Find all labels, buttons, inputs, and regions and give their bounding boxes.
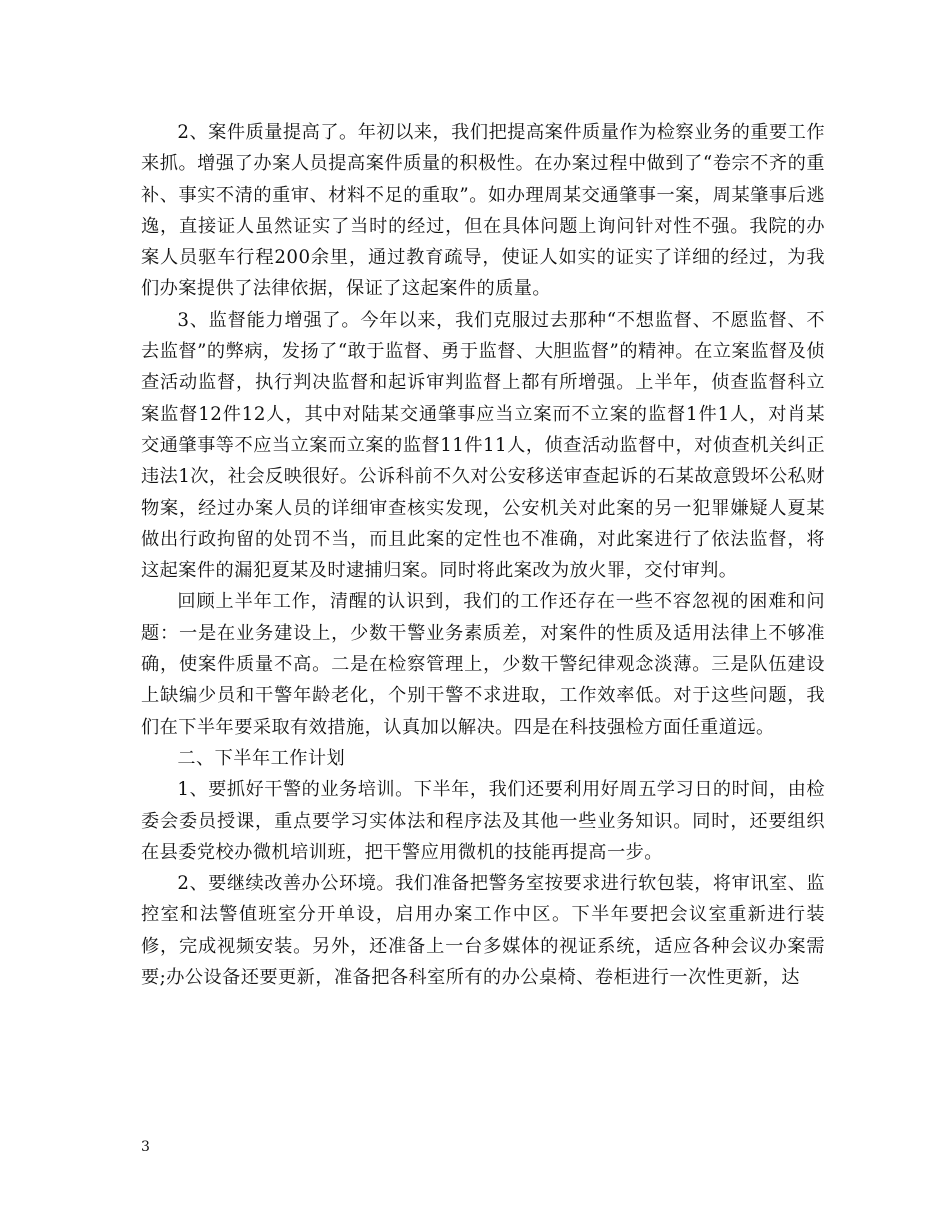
document-body — [141, 117, 825, 993]
paragraph-review-problems: 回顾上半年工作，清醒的认识到，我们的工作还存在一些不容忽视的困难和问题：一是在业务建设上，少数干警业务素质差，对案件的性质及适用法律上不够准确，使案件质量不高。二是在检察管理上，少数干警纪律观念淡薄。三是队伍建设上缺编少员和干警年龄老化，个别干警不求进取，工作效率低。对于这些问题，我们在下半年要采取有效措施，认真加以解决。四是在科技强检方面任重道远。 — [141, 591, 825, 738]
paragraph-plan-training: 1、要抓好干警的业务培训。下半年，我们还要利用好周五学习日的时间，由检委会委员授课，重点要学习实体法和程序法及其他一些业务知识。同时，还要组织在县委党校办微机培训班，把干警应用微机的技能再提高一步。 — [141, 779, 825, 863]
paragraph-plan-office-environment: 2、要继续改善办公环境。我们准备把警务室按要求进行软包装，将审讯室、监控室和法警值班室分开单设，启用办案工作中区。下半年要把会议室重新进行装修，完成视频安装。另外，还准备上一台多媒体的视证系统，适应各种会议办案需要;办公设备还要更新，准备把各科室所有的办公桌椅、卷柜进行一次性更新，达 — [141, 873, 825, 989]
paragraph-supervision-ability: 3、监督能力增强了。今年以来，我们克服过去那种“不想监督、不愿监督、不去监督”的弊病，发扬了“敢于监督、勇于监督、大胆监督”的精神。在立案监督及侦查活动监督，执行判决监督和起诉审判监督上都有所增强。上半年，侦查监督科立案监督12件12人，其中对陆某交通肇事应当立案而不立案的监督1件1人，对肖某交通肇事等不应当立案而立案的监督11件11人，侦查活动监督中，对侦查机关纠正违法1次，社会反映很好。公诉科前不久对公安移送审查起诉的石某故意毁坏公私财物案，经过办案人员的详细审查核实发现，公安机关对此案的另一犯罪嫌疑人夏某做出行政拘留的处罚不当，而且此案的定性也不准确，对此案进行了依法监督，将这起案件的漏犯夏某及时逮捕归案。同时将此案改为放火罪，交付审判。 — [141, 309, 825, 582]
section-heading-second-half-plan: 二、下半年工作计划 — [177, 747, 346, 769]
paragraph-case-quality: 2、案件质量提高了。年初以来，我们把提高案件质量作为检察业务的重要工作来抓。增强了办案人员提高案件质量的积极性。在办案过程中做到了“卷宗不齐的重补、事实不清的重审、材料不足的重取”。如办理周某交通肇事一案，周某肇事后逃逸，直接证人虽然证实了当时的经过，但在具体问题上询问针对性不强。我院的办案人员驱车行程200余里，通过教育疏导，使证人如实的证实了详细的经过，为我们办案提供了法律依据，保证了这起案件的质量。 — [141, 122, 825, 300]
page-number: 3 — [141, 1139, 150, 1155]
